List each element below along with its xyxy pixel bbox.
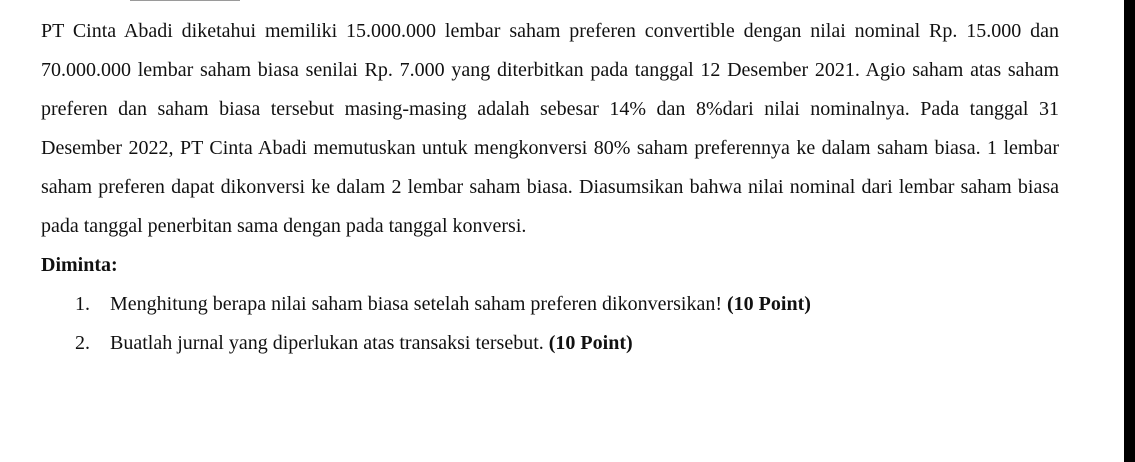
list-item-text: Menghitung berapa nilai saham biasa setelah saham preferen dikonversikan! bbox=[110, 293, 728, 315]
task-list bbox=[41, 285, 1059, 363]
list-item-number: 1. bbox=[75, 293, 90, 315]
list-item bbox=[41, 324, 1059, 363]
document-body bbox=[41, 12, 1059, 363]
right-edge-border bbox=[1124, 0, 1135, 462]
top-divider bbox=[130, 0, 240, 1]
list-item-text: Buatlah jurnal yang diperlukan atas transaksi tersebut. bbox=[110, 332, 549, 354]
list-item-number: 2. bbox=[75, 332, 90, 354]
case-paragraph: PT Cinta Abadi diketahui memiliki 15.000.000 lembar saham preferen convertible dengan nilai nominal Rp. 15.000 dan 70.000.000 lembar saham biasa senilai Rp. 7.000 yang diterbitkan pada tanggal 12 Desember 2021. Agio saham atas saham preferen dan saham biasa tersebut masing-masing adalah sebesar 14% dan 8%dari nilai nominalnya. Pada tanggal 31 Desember 2022, PT Cinta Abadi memutuskan untuk mengkonversi 80% saham preferennya ke dalam saham biasa. 1 lembar saham preferen dapat dikonversi ke dalam 2 lembar saham biasa. Diasumsikan bahwa nilai nominal dari lembar saham biasa pada tanggal penerbitan sama dengan pada tanggal konversi. bbox=[41, 20, 1059, 237]
list-item-points: (10 Point) bbox=[548, 332, 633, 354]
requirements-heading: Diminta: bbox=[41, 254, 118, 276]
list-item-points: (10 Point) bbox=[727, 293, 811, 315]
list-item bbox=[41, 285, 1059, 324]
